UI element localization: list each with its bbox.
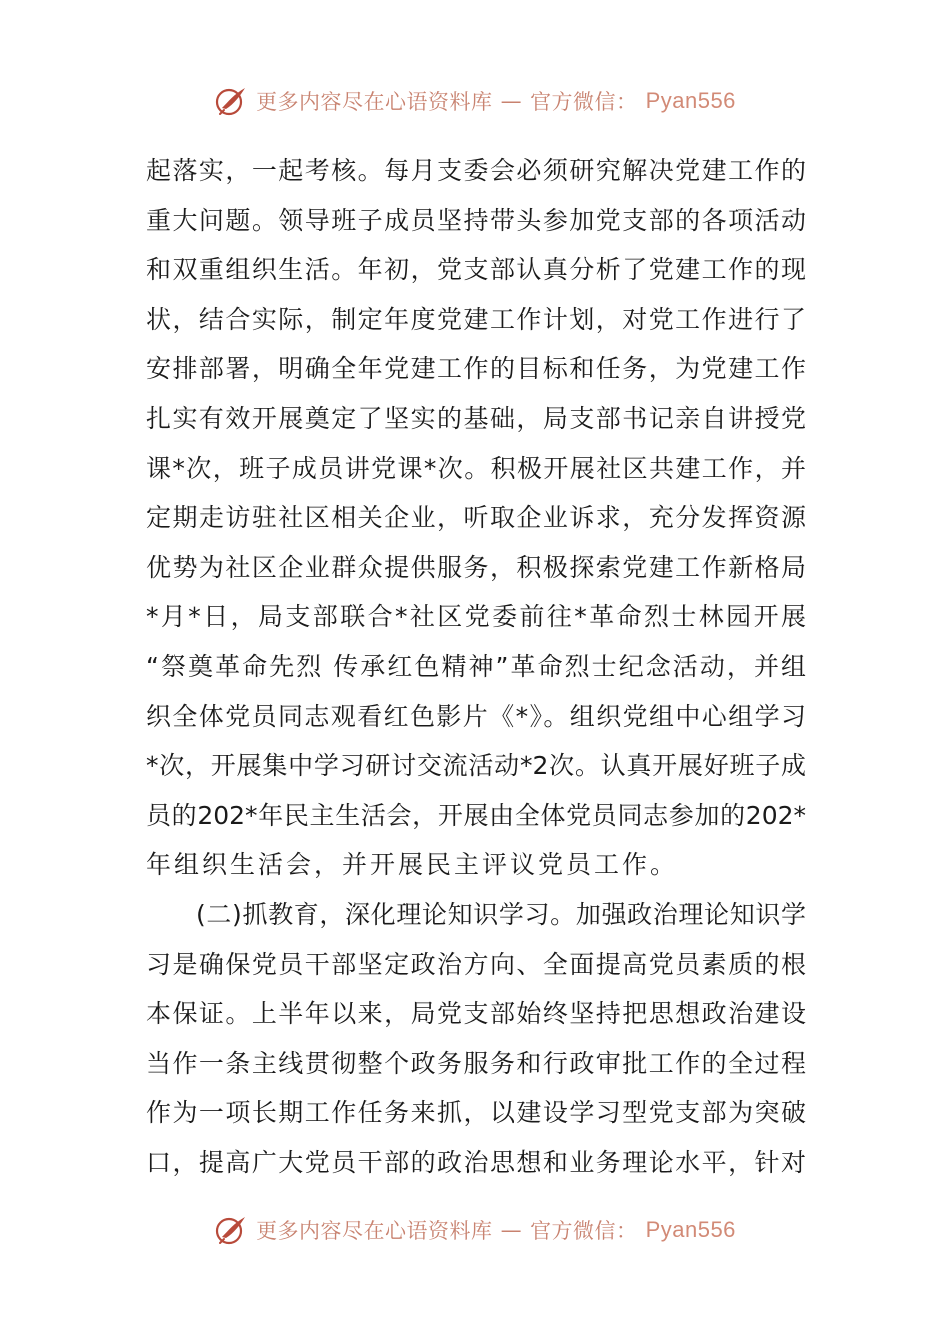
text-line: 口，提高广大党员干部的政治思想和业务理论水平，针对 (146, 1147, 806, 1177)
header-banner (0, 79, 950, 123)
banner-wechat-id: Pyan556 (645, 1217, 736, 1242)
banner-wechat-id: Pyan556 (645, 88, 736, 113)
text-line: 重大问题。领导班子成员坚持带头参加党支部的各项活动 (146, 205, 806, 235)
text-line: 作为一项长期工作任务来抓，以建设学习型党支部为突破 (146, 1098, 806, 1128)
document-body (146, 146, 806, 1187)
text-line: *月*日，局支部联合*社区党委前往*革命烈士林园开展 (146, 602, 806, 632)
text-line: 优势为社区企业群众提供服务，积极探索党建工作新格局 (146, 552, 806, 582)
section-heading-line: (二)抓教育，深化理论知识学习。加强政治理论知识学 (196, 899, 806, 929)
text-line: 和双重组织生活。年初，党支部认真分析了党建工作的现 (146, 255, 806, 285)
text-line: *次，开展集中学习研讨交流活动*2次。认真开展好班子成 (146, 751, 806, 781)
text-line: 状，结合实际，制定年度党建工作计划，对党工作进行了 (146, 304, 806, 334)
text-line: 课*次，班子成员讲党课*次。积极开展社区共建工作，并 (146, 453, 806, 483)
text-line: 起落实，一起考核。每月支委会必须研究解决党建工作的 (146, 156, 806, 185)
text-line: 习是确保党员干部坚定政治方向、全面提高党员素质的根 (146, 949, 806, 979)
text-line: 员的202*年民主生活会，开展由全体党员同志参加的202* (146, 800, 806, 830)
banner-dash: — (500, 1218, 523, 1242)
banner-wechat-label: 官方微信： (530, 90, 638, 114)
text-line: 安排部署，明确全年党建工作的目标和任务，为党建工作 (146, 354, 806, 384)
text-line: 定期走访驻社区相关企业，听取企业诉求，充分发挥资源 (146, 503, 806, 533)
quill-logo-icon (214, 84, 248, 118)
banner-main-text: 更多内容尽在心语资料库 (256, 1219, 493, 1243)
text-line: 扎实有效开展奠定了坚实的基础，局支部书记亲自讲授党 (146, 403, 806, 433)
text-line: 本保证。上半年以来，局党支部始终坚持把思想政治建设 (146, 999, 806, 1029)
banner-main-text: 更多内容尽在心语资料库 (256, 90, 493, 114)
quill-logo-icon (214, 1213, 248, 1247)
text-line: “祭奠革命先烈 传承红色精神”革命烈士纪念活动，并组 (146, 651, 806, 681)
banner-dash: — (500, 89, 523, 113)
text-line: 年组织生活会，并开展民主评议党员工作。 (146, 850, 679, 880)
text-line: 织全体党员同志观看红色影片《*》。组织党组中心组学习 (146, 701, 806, 731)
footer-banner (0, 1208, 950, 1252)
text-line: 当作一条主线贯彻整个政务服务和行政审批工作的全过程 (146, 1048, 806, 1078)
banner-wechat-label: 官方微信： (530, 1219, 638, 1243)
